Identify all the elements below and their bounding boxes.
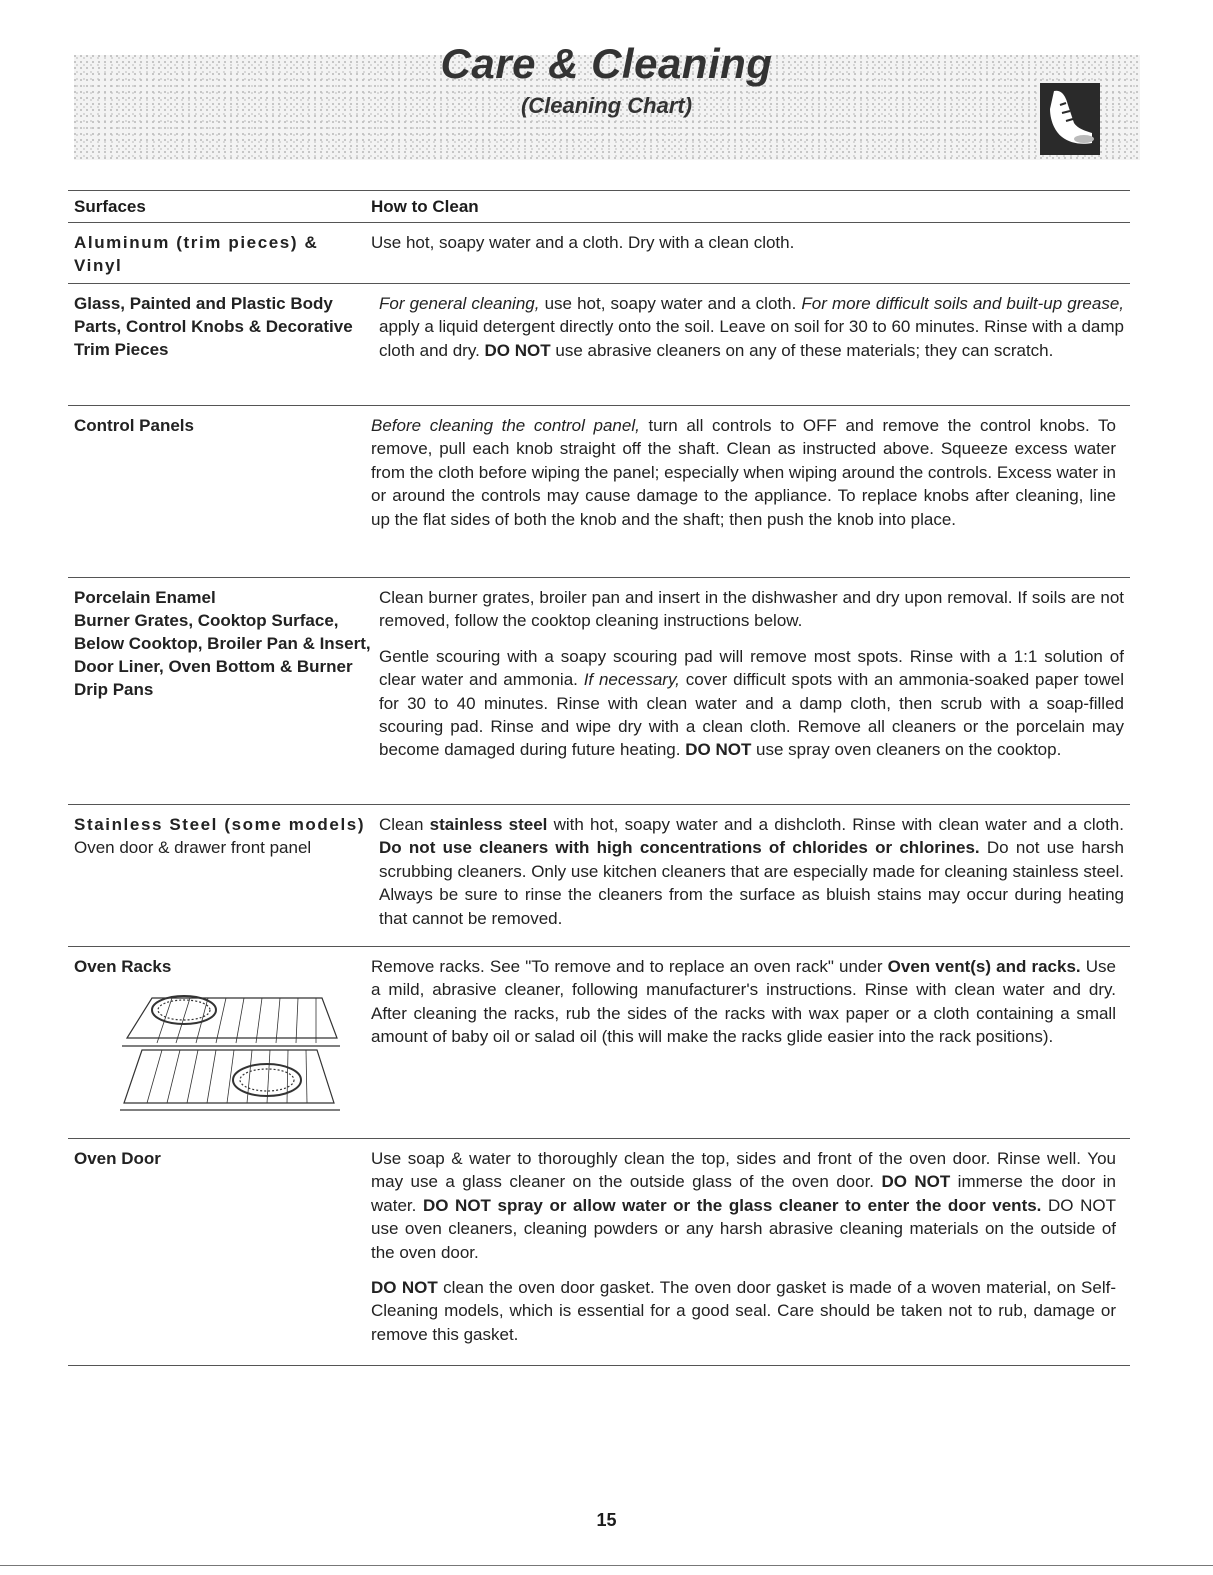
header-how-to-clean: How to Clean — [371, 196, 479, 216]
how-to-clean-text: Use hot, soapy water and a cloth. Dry with a clean cloth. — [371, 233, 795, 252]
surface-label: Oven Racks — [74, 957, 172, 976]
how-to-clean-text: Clean stainless steel with hot, soapy water and a dishcloth. Rinse with clean water and a cloth. Do not use cleaners with high concentrations of chlorides or chlorines. Do not use harsh scrubbing cleaners. Only use kitchen cleaners that are especially made for cleaning stainless steel. Always be sure to rinse the cleaners from the surface as bluish stains may occur during heating that cannot be removed. — [379, 815, 1124, 928]
table-row — [68, 805, 1130, 947]
surface-label: Oven Door — [74, 1149, 161, 1168]
footer-divider — [0, 1565, 1213, 1566]
cleaning-chart-table — [68, 190, 1130, 1366]
surface-label: Control Panels — [74, 416, 194, 435]
cleaning-hand-icon — [1040, 83, 1100, 155]
page-number: 15 — [596, 1510, 617, 1530]
surface-label: Porcelain Enamel Burner Grates, Cooktop Surface, Below Cooktop, Broiler Pan & Insert, Door Liner, Oven Bottom & Burner Drip Pans — [74, 588, 371, 699]
page-subtitle: (Cleaning Chart) — [520, 93, 693, 118]
how-to-clean-text: Before cleaning the control panel, turn all controls to OFF and remove the control knobs. To remove, pull each knob straight off the shaft. Clean as instructed above. Squeeze excess water from the cloth before wiping the panel; especially when wiping around the controls. Excess water in or around the controls may cause damage to the appliance. To replace knobs after cleaning, line up the flat sides of both the knob and the shaft; then push the knob into place. — [371, 416, 1116, 529]
page-title: Care & Cleaning — [440, 40, 773, 87]
table-row — [68, 947, 1130, 1139]
table-row — [68, 284, 1130, 406]
how-to-clean-text: Remove racks. See "To remove and to replace an oven rack" under Oven vent(s) and racks. Use a mild, abrasive cleaner, following manufacturer's instructions. Rinse with clean water and dry. After cleaning the racks, rub the sides of the racks with wax paper or a cloth containing a small amount of baby oil or salad oil (this will make the racks glide easier into the rack positions). — [371, 957, 1116, 1047]
how-to-clean-text: Use soap & water to thoroughly clean the top, sides and front of the oven door. Rinse well. You may use a glass cleaner on the outside glass of the oven door. DO NOT immerse the door in water. DO NOT spray or allow water or the glass cleaner to enter the door vents. DO NOT use oven cleaners, cleaning powders or any harsh abrasive cleaning materials on the outside of the oven door. DO NOT clean the oven door gasket. The oven door gasket is made of a woven material, on Self-Cleaning models, which is essential for a good seal. Care should be taken not to rub, damage or remove this gasket. — [371, 1149, 1116, 1344]
surface-label: Stainless Steel (some models) Oven door & drawer front panel — [74, 815, 366, 857]
header-surfaces: Surfaces — [74, 196, 146, 216]
surface-label: Aluminum (trim pieces) & Vinyl — [74, 233, 319, 275]
how-to-clean-text: Clean burner grates, broiler pan and insert in the dishwasher and dry upon removal. If soils are not removed, follow the cooktop cleaning instructions below. Gentle scouring with a soapy scouring pad will remove most spots. Rinse with a 1:1 solution of clear water and ammonia. If necessary, cover difficult spots with an ammonia-soaked paper towel for 30 to 40 minutes. Rinse with clean water and a damp cloth, then scrub with a soap-filled scouring pad. Rinse and wipe dry with a clean cloth. Remove all cleaners or the porcelain may become damaged during future heating. DO NOT use spray oven cleaners on the cooktop. — [379, 588, 1124, 760]
how-to-clean-text: For general cleaning, use hot, soapy water and a cloth. For more difficult soils and built-up grease, apply a liquid detergent directly onto the soil. Leave on soil for 30 to 60 minutes. Rinse with a damp cloth and dry. DO NOT use abrasive cleaners on any of these materials; they can scratch. — [379, 294, 1124, 360]
table-row — [68, 1139, 1130, 1366]
table-header — [68, 190, 1130, 223]
table-row — [68, 406, 1130, 578]
surface-label: Glass, Painted and Plastic Body Parts, Control Knobs & Decorative Trim Pieces — [74, 294, 353, 359]
table-row — [68, 223, 1130, 284]
table-row — [68, 578, 1130, 805]
oven-rack-illustration — [112, 988, 342, 1118]
